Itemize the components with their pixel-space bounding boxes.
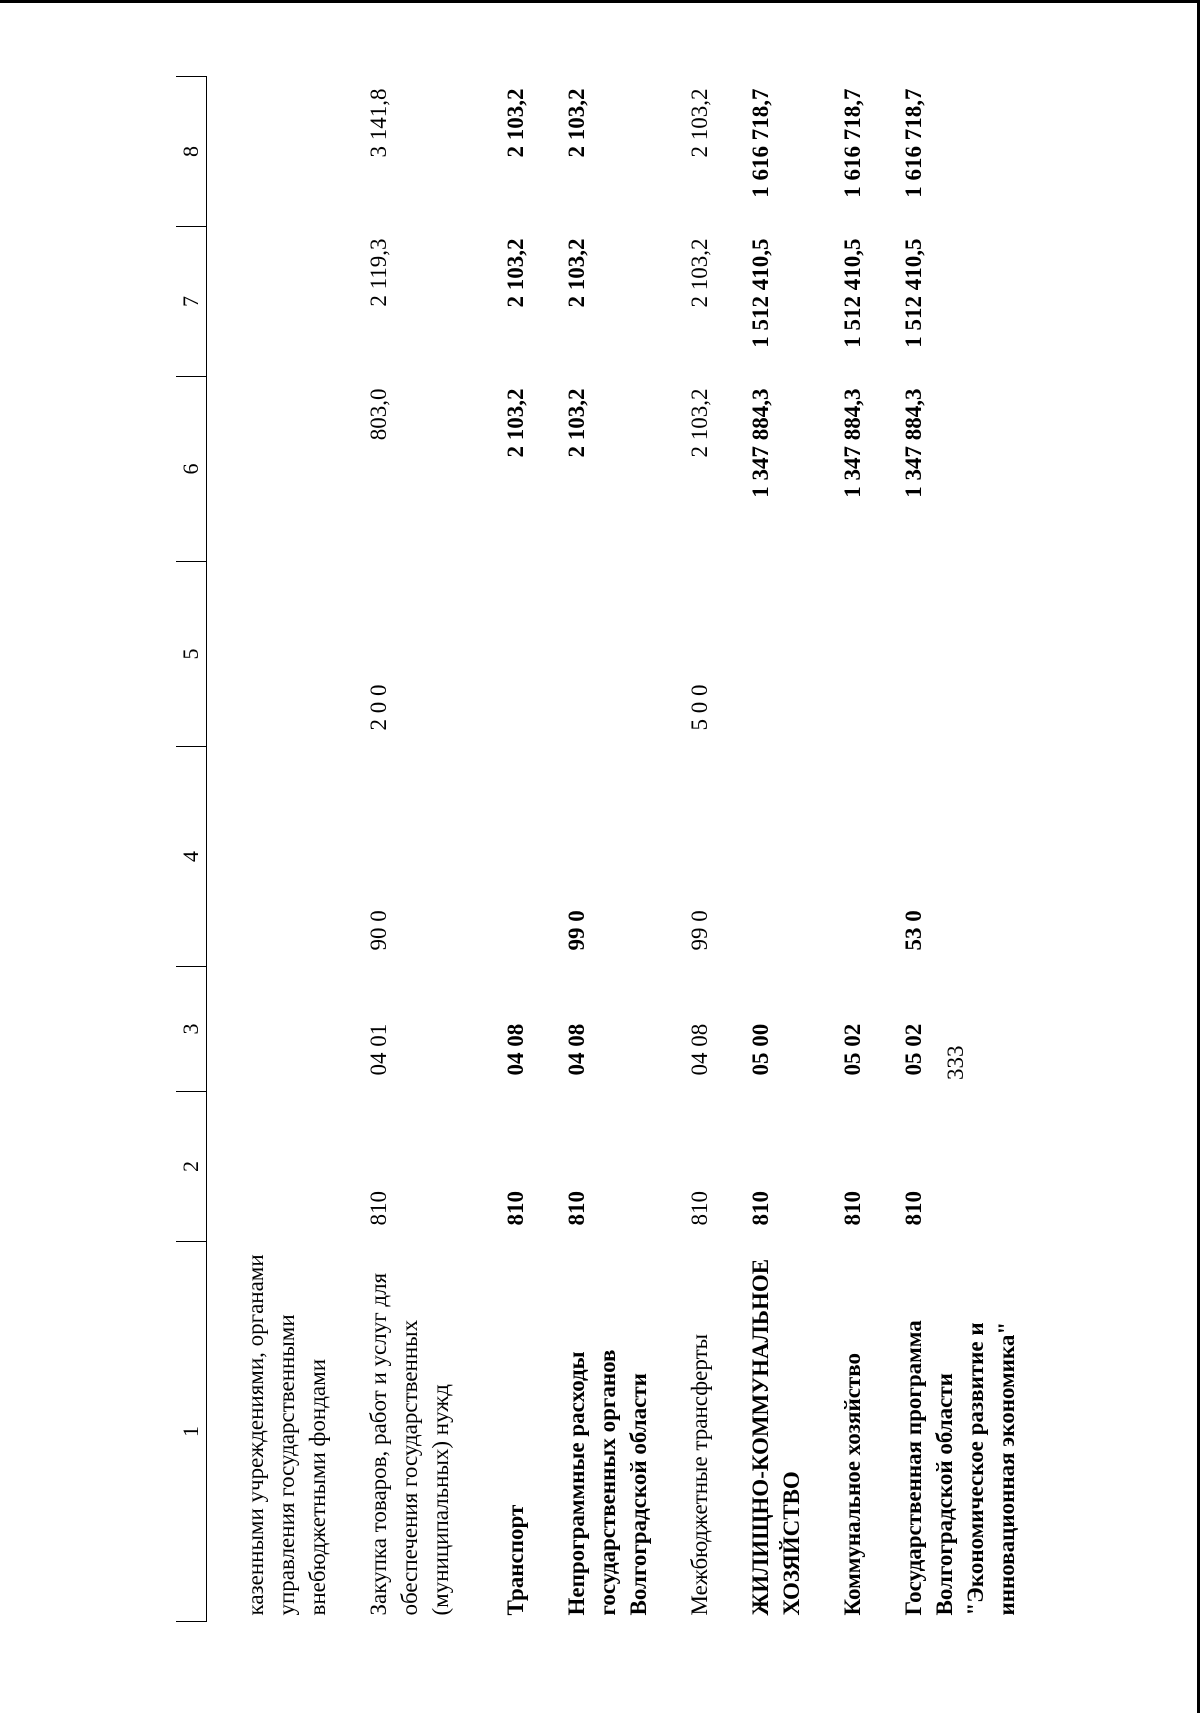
row-target: 99 0 (564, 910, 589, 951)
row-value-7: 2 103,2 (687, 238, 712, 308)
table-row (561, 77, 654, 1622)
row-code: 810 (840, 1191, 865, 1226)
row-value-6: 2 103,2 (503, 388, 528, 458)
rotated-table-container (176, 77, 1076, 1622)
row-value-7: 1 512 410,5 (748, 238, 773, 348)
table-row (745, 77, 807, 1622)
table-row (500, 77, 531, 1622)
table-row (837, 77, 868, 1622)
row-value-6: 803,0 (366, 388, 391, 441)
row-spacer (654, 77, 684, 1622)
row-name: Непрограммные расходы государственных органов Волгоградской области (564, 1349, 651, 1616)
row-section (207, 967, 334, 1092)
header-col-8: 8 (176, 77, 207, 227)
row-section: 04 08 (503, 1023, 528, 1076)
scan-edge-top (0, 0, 1200, 3)
row-spacer (333, 77, 363, 1622)
row-spacer (715, 77, 745, 1622)
row-target (500, 747, 531, 967)
row-section: 04 01 (366, 1023, 391, 1076)
row-code: 810 (564, 1191, 589, 1226)
row-type (898, 562, 1022, 747)
table-row (684, 77, 715, 1622)
row-value-7: 2 103,2 (564, 238, 589, 308)
table-row (898, 77, 1022, 1622)
row-name: Транспорт (503, 1504, 528, 1616)
row-value-8 (207, 77, 334, 227)
row-section: 05 00 (748, 1023, 773, 1076)
header-col-3: 3 (176, 967, 207, 1092)
row-value-6: 1 347 884,3 (748, 388, 773, 498)
row-value-6 (207, 377, 334, 562)
row-target (207, 747, 334, 967)
page-number: 333 (943, 1045, 968, 1080)
row-name: Межбюджетные трансферты (687, 1333, 712, 1616)
row-spacer (807, 77, 837, 1622)
table-row (363, 77, 456, 1622)
row-target: 90 0 (366, 910, 391, 951)
row-value-8: 2 103,2 (503, 88, 528, 158)
row-value-8: 2 103,2 (687, 88, 712, 158)
row-section: 04 08 (687, 1023, 712, 1076)
row-name: ЖИЛИЩНО-КОММУНАЛЬНОЕ ХОЗЯЙСТВО (748, 1258, 804, 1616)
row-name: Закупка товаров, работ и услуг для обеспечения государственных (муниципальных) нужд (366, 1272, 453, 1616)
row-value-8: 1 616 718,7 (840, 88, 865, 198)
row-type (837, 562, 868, 747)
row-type (500, 562, 531, 747)
row-value-8: 3 141,8 (366, 88, 391, 158)
row-value-6: 2 103,2 (687, 388, 712, 458)
row-section: 05 02 (901, 1023, 926, 1076)
row-spacer (456, 77, 500, 1622)
row-value-8: 2 103,2 (564, 88, 589, 158)
header-col-5: 5 (176, 562, 207, 747)
row-value-6: 1 347 884,3 (840, 388, 865, 498)
row-type (207, 562, 334, 747)
row-code: 810 (366, 1191, 391, 1226)
row-value-7: 1 512 410,5 (840, 238, 865, 348)
row-value-7: 1 512 410,5 (901, 238, 926, 348)
row-target (745, 747, 807, 967)
header-col-2: 2 (176, 1092, 207, 1242)
row-code: 810 (748, 1191, 773, 1226)
row-target: 53 0 (901, 910, 926, 951)
header-col-4: 4 (176, 747, 207, 967)
row-section: 05 02 (840, 1023, 865, 1076)
row-name: казенными учреждениями, органами управления государственными внебюджетными фондами (243, 1254, 330, 1616)
row-name: Коммунальное хозяйство (840, 1353, 865, 1616)
row-type: 5 0 0 (687, 684, 712, 731)
row-code (207, 1092, 334, 1242)
row-spacer (868, 77, 898, 1622)
row-name: Государственная программа Волгоградской области "Экономическое развитие и инновационная экономика" (901, 1320, 1019, 1616)
row-type (561, 562, 654, 747)
row-code: 810 (687, 1191, 712, 1226)
row-value-6: 2 103,2 (564, 388, 589, 458)
row-type: 2 0 0 (366, 684, 391, 731)
row-value-7: 2 119,3 (366, 238, 391, 307)
row-code: 810 (901, 1191, 926, 1226)
row-value-8: 1 616 718,7 (748, 88, 773, 198)
row-spacer (531, 77, 561, 1622)
row-code: 810 (503, 1191, 528, 1226)
header-col-6: 6 (176, 377, 207, 562)
row-value-6: 1 347 884,3 (901, 388, 926, 498)
row-value-8: 1 616 718,7 (901, 88, 926, 198)
row-section: 04 08 (564, 1023, 589, 1076)
header-col-1: 1 (176, 1242, 207, 1622)
budget-table (176, 76, 1022, 1622)
table-row (207, 77, 334, 1622)
row-value-7: 2 103,2 (503, 238, 528, 308)
header-row (176, 77, 207, 1622)
row-value-7 (207, 227, 334, 377)
row-type (745, 562, 807, 747)
row-target: 99 0 (687, 910, 712, 951)
header-col-7: 7 (176, 227, 207, 377)
row-target (837, 747, 868, 967)
